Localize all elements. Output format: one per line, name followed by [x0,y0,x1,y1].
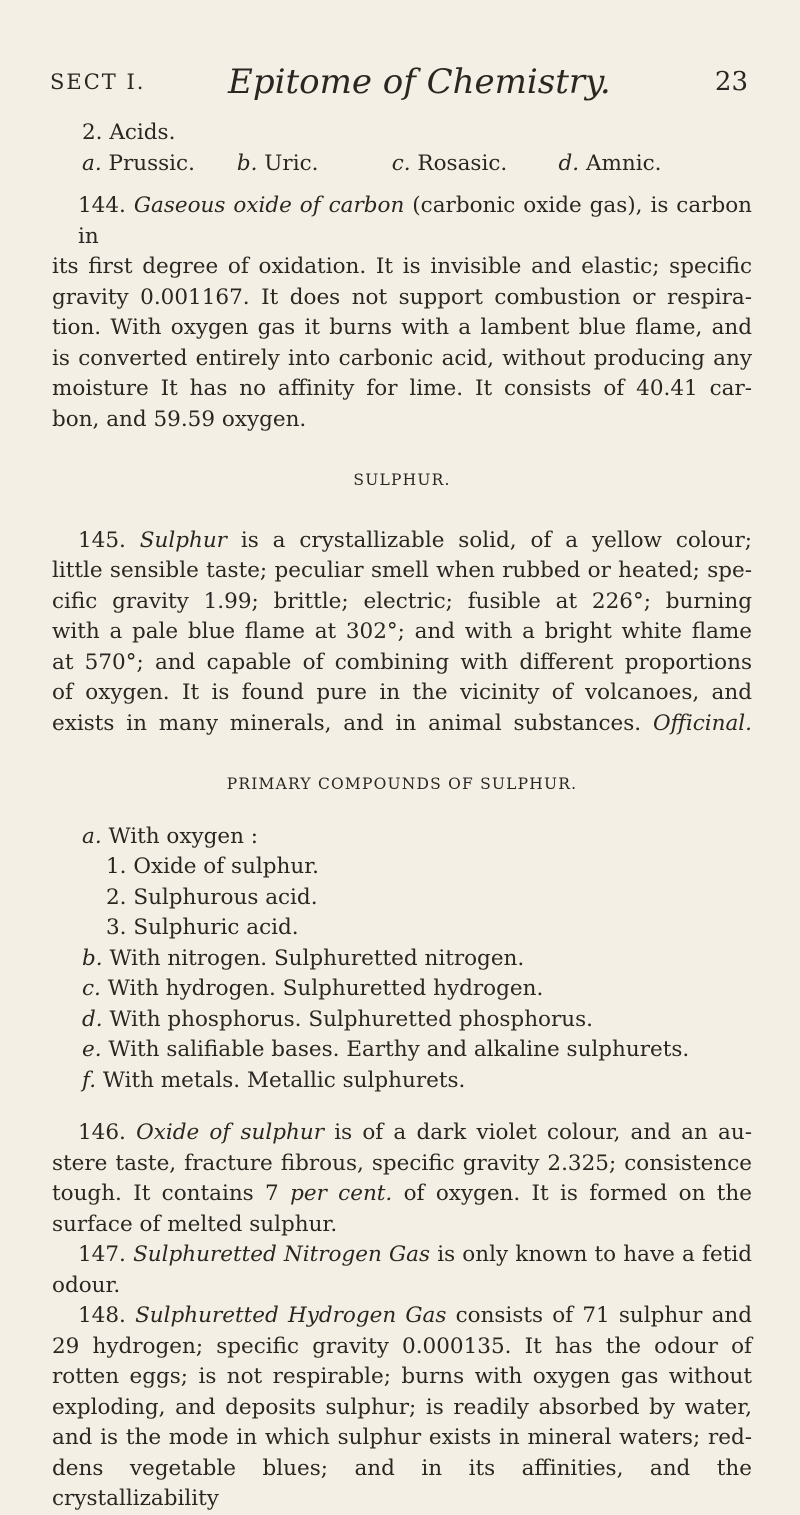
acids-list [52,149,752,180]
compound-letter: d. [82,1006,103,1032]
paragraph-146-first-line [52,1118,752,1149]
paragraph-145-first-line [52,526,752,557]
text-line: 29 hydrogen; specific gravity 0.000135. It has the odour of [52,1333,752,1359]
text-line: is a crystallizable solid, of a yellow colour; [240,527,752,553]
text-line: consists of 71 sulphur and [455,1303,752,1328]
compound-text: With phosphorus. Sulphuretted phosphorus. [109,1006,593,1032]
text-segment: tough. It contains 7 [52,1181,279,1206]
page-number: 23 [714,67,748,97]
book-title: Epitome of Chemistry. [228,62,611,102]
text-line: tion. With oxygen gas it burns with a lambent blue flame, and [52,315,752,340]
compound-letter: f. [82,1067,97,1093]
text-line: moisture It has no affinity for lime. It consists of 40.41 car- [52,376,752,401]
paragraph-title: Sulphuretted Hydrogen Gas [135,1303,447,1328]
paragraph-title: Sulphur [139,527,227,553]
text-line: bon, and 59.59 oxygen. [52,406,307,432]
acid-name: Rosasic. [417,150,508,176]
text-line: of oxygen. It is found pure in the vicinity of volcanoes, and [52,680,752,705]
paragraph-148-first-line [52,1301,752,1332]
paragraph-number: 144. [78,193,126,218]
text-line: (carbonic oxide gas), is carbon in [78,193,752,249]
text-line: surface of melted sulphur. [52,1211,338,1237]
paragraph-147-first-line [52,1240,752,1271]
text-line: dens vegetable blues; and in its affinities, and the crystallizability [52,1455,752,1511]
section-label: SECT I. [50,70,146,94]
compound-text: With hydrogen. Sulphuretted hydrogen. [107,976,544,1001]
oxygen-subitem: 3. Sulphuric acid. [106,915,299,940]
paragraph-number: 148. [78,1303,126,1328]
paragraph-title: Sulphuretted Nitrogen Gas [133,1242,431,1267]
text-line-with-officinal [52,709,752,740]
text-line: its first degree of oxidation. It is invisible and elastic; specific [52,254,752,279]
compound-item [52,1035,752,1066]
running-head [0,62,800,110]
compound-text: With salifiable bases. Earthy and alkaline sulphurets. [108,1037,690,1062]
paragraph-number: 147. [78,1242,126,1267]
acid-letter: a. [82,150,102,176]
compound-letter: e. [82,1037,102,1062]
acid-name: Uric. [264,150,319,176]
paragraph-title: Oxide of sulphur [136,1120,324,1145]
paragraph-title: Gaseous oxide of carbon [133,193,405,218]
page-body [52,118,752,1515]
compound-item [52,944,752,975]
acid-letter: d. [558,150,580,176]
text-line: odour. [52,1272,121,1298]
officinal-label: Officinal. [652,710,752,736]
oxygen-subitem: 1. Oxide of sulphur. [106,854,319,879]
acid-name: Prussic. [108,150,195,176]
text-line: exploding, and deposits sulphur; is readily absorbed by water, [52,1394,752,1420]
acids-heading: 2. Acids. [82,120,176,145]
compound-letter: c. [82,976,101,1001]
text-line: and is the mode in which sulphur exists in mineral waters; red- [52,1425,752,1450]
oxygen-subitem: 2. Sulphurous acid. [106,884,318,910]
compound-text: With oxygen : [108,823,259,849]
text-line: cific gravity 1.99; brittle; electric; fusible at 226°; burning [52,588,752,614]
compound-text: With nitrogen. Sulphuretted nitrogen. [109,945,525,971]
text-line: with a pale blue flame at 302°; and with a bright white flame [52,619,752,644]
text-line: exists in many minerals, and in animal substances. [52,710,642,736]
compound-item [52,974,752,1005]
text-line-per-cent [52,1179,752,1210]
compound-text: With metals. Metallic sulphurets. [102,1067,466,1093]
text-line: is converted entirely into carbonic acid, without producing any [52,345,752,371]
acid-letter: b. [236,150,258,176]
acid-letter: c. [391,150,411,176]
paragraph-144-first-line [52,191,752,252]
per-cent-italic: per cent. [290,1181,393,1206]
text-line: is only known to have a fetid [437,1242,752,1267]
text-segment: of oxygen. It is formed on the [403,1181,752,1206]
text-line: at 570°; and capable of combining with different proportions [52,649,752,675]
compound-item [52,1005,752,1036]
text-line: gravity 0.001167. It does not support combustion or respira- [52,284,752,310]
compound-letter: b. [82,945,103,971]
compound-item [52,1066,752,1097]
paragraph-number: 145. [78,527,126,553]
compound-item-oxygen [52,822,752,853]
compound-letter: a. [82,823,102,849]
text-line: rotten eggs; is not respirable; burns with oxygen gas without [52,1364,752,1389]
section-heading-compounds: PRIMARY COMPOUNDS OF SULPHUR. [226,775,578,793]
section-heading-sulphur: SULPHUR. [353,471,451,489]
paragraph-number: 146. [78,1120,126,1145]
text-line: little sensible taste; peculiar smell when rubbed or heated; spe- [52,558,752,583]
acid-name: Amnic. [585,150,662,176]
text-line: is of a dark violet colour, and an au- [334,1120,752,1145]
text-line: stere taste, fracture fibrous, specific gravity 2.325; consistence [52,1150,752,1176]
